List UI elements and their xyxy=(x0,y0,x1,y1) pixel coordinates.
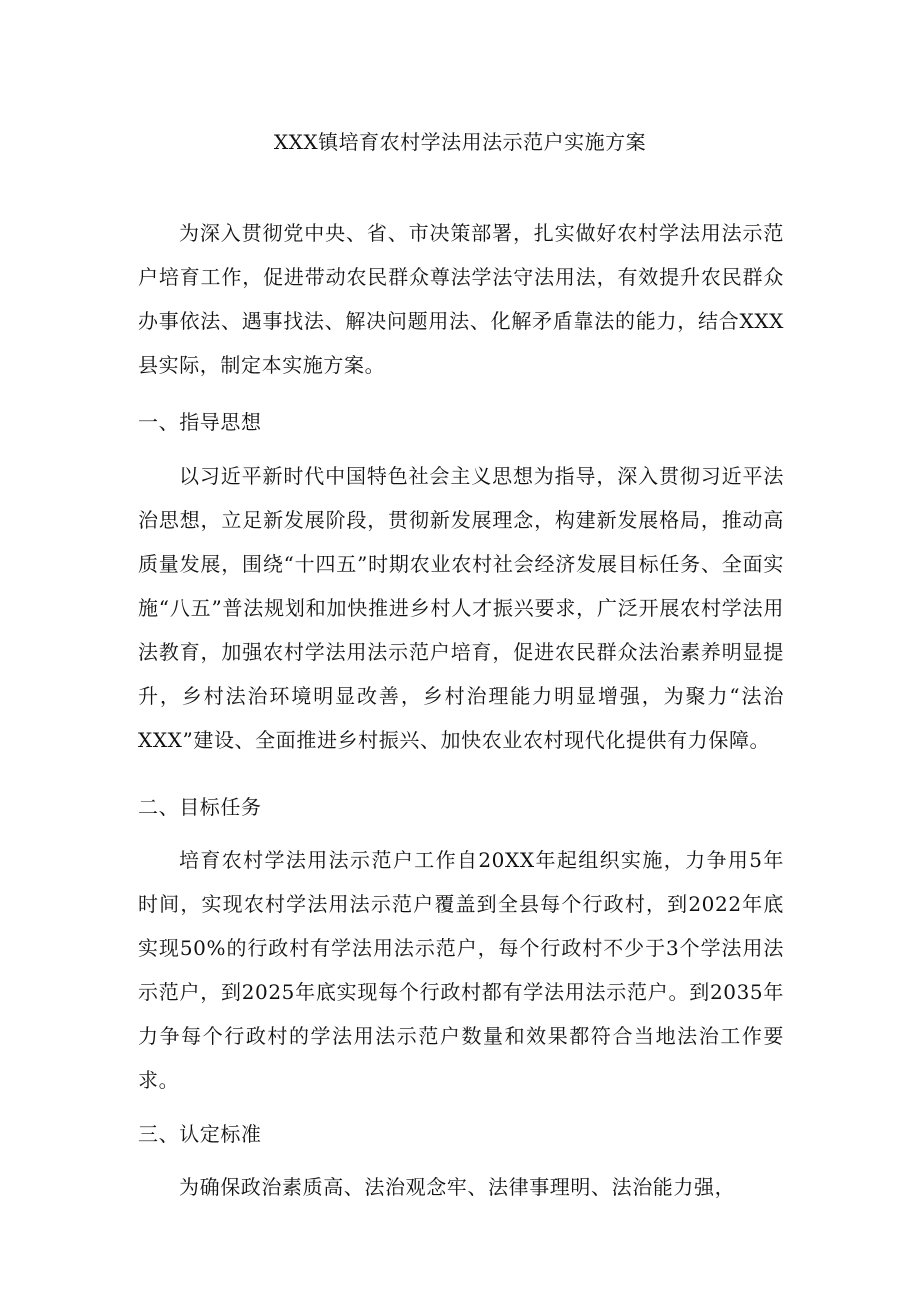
section-body-criteria: 为确保政治素质高、法治观念牢、法律事理明、法治能力强， xyxy=(179,1175,736,1199)
section-heading-goals-tasks: 二、目标任务 xyxy=(138,795,262,819)
section-body-goals-tasks: 培育农村学法用法示范户工作自20XX年起组织实施，力争用5年时间，实现农村学法用法示范户覆盖到全县每个行政村，到2022年底实现50%的行政村有学法用法示范户，每个行政村不少于3个学法用法示范户，到2025年底实现每个行政村都有学法用法示范户。到2035年力争每个行政村的学法用法示范户数量和效果都符合当地法治工作要求。 xyxy=(138,848,784,1092)
document-title: XXX镇培育农村学法用法示范户实施方案 xyxy=(273,130,647,154)
section-heading-criteria: 三、认定标准 xyxy=(138,1122,262,1146)
section-body-guiding-ideology: 以习近平新时代中国特色社会主义思想为指导，深入贯彻习近平法治思想，立足新发展阶段，贯彻新发展理念，构建新发展格局，推动高质量发展，围绕“十四五”时期农业农村社会经济发展目标任务、全面实施“八五”普法规划和加快推进乡村人才振兴要求，广泛开展农村学法用法教育，加强农村学法用法示范户培育，促进农民群众法治素养明显提升，乡村法治环境明显改善，乡村治理能力明显增强，为聚力“法治XXX”建设、全面推进乡村振兴、加快农业农村现代化提供有力保障。 xyxy=(138,464,784,752)
intro-paragraph: 为深入贯彻党中央、省、市决策部署，扎实做好农村学法用法示范户培育工作，促进带动农民群众尊法学法守法用法，有效提升农民群众办事依法、遇事找法、解决问题用法、化解矛盾靠法的能力，结合XXX县实际，制定本实施方案。 xyxy=(138,221,784,377)
section-heading-guiding-ideology: 一、指导思想 xyxy=(138,410,262,434)
